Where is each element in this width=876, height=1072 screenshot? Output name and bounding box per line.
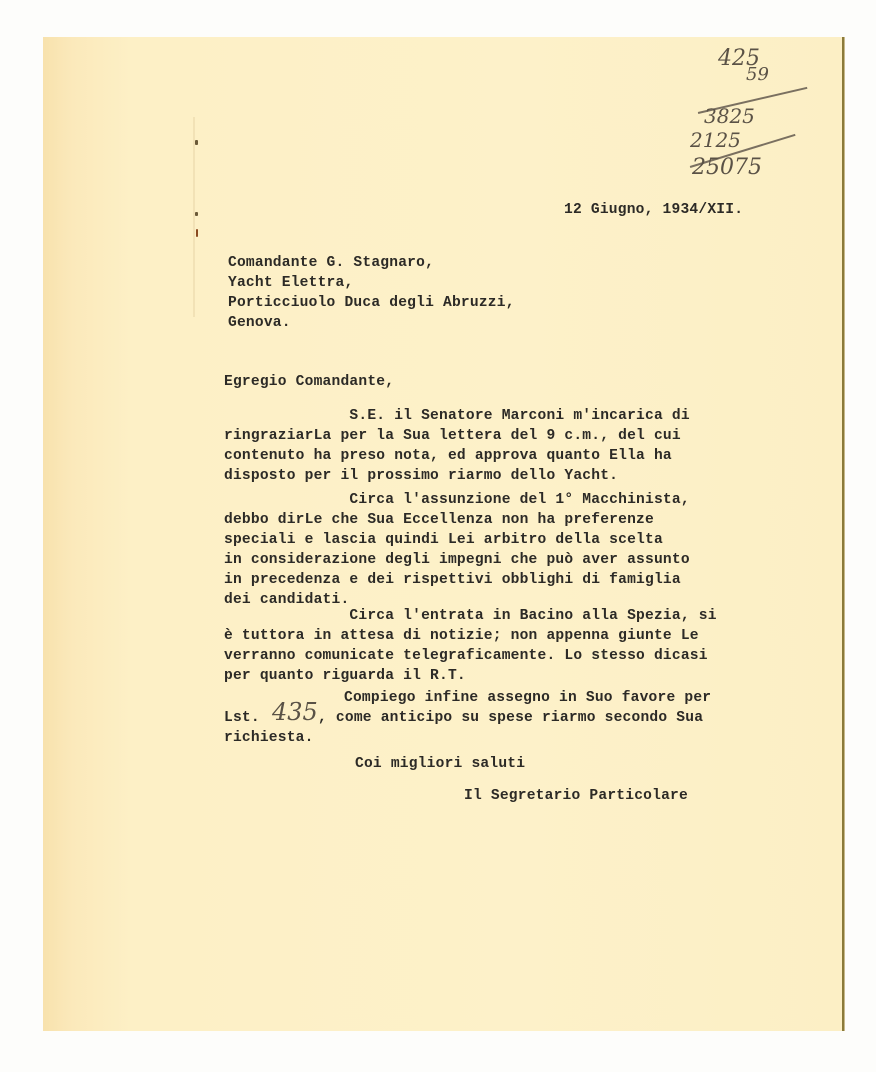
paragraph-line: , come anticipo su spese riarmo secondo Sua bbox=[318, 710, 704, 726]
letter-date: 12 Giugno, 1934/XII. bbox=[564, 202, 744, 218]
paragraph-line: è tuttora in attesa di notizie; non appenna giunte Le bbox=[224, 628, 699, 644]
paragraph-line: Circa l'assunzione del 1° Macchinista, bbox=[224, 492, 690, 508]
paragraph-line: per quanto riguarda il R.T. bbox=[224, 668, 466, 684]
paragraph-line: in considerazione degli impegni che può aver assunto bbox=[224, 552, 690, 568]
paragraph-line: Circa l'entrata in Bacino alla Spezia, si bbox=[224, 608, 717, 624]
signature-title: Il Segretario Particolare bbox=[464, 788, 688, 804]
paragraph-line: dei candidati. bbox=[224, 592, 350, 608]
handwritten-calc-line-5: 25075 bbox=[692, 155, 762, 180]
salutation: Egregio Comandante, bbox=[224, 374, 395, 390]
paragraph-line: ringraziarLa per la Sua lettera del 9 c.m., del cui bbox=[224, 428, 681, 444]
staple-hole-mark bbox=[195, 140, 198, 145]
paragraph-line: speciali e lascia quindi Lei arbitro della scelta bbox=[224, 532, 663, 548]
recipient-line: Yacht Elettra, bbox=[228, 275, 354, 291]
paragraph-line: debbo dirLe che Sua Eccellenza non ha preferenze bbox=[224, 512, 654, 528]
handwritten-calc-line-2: 59 bbox=[746, 64, 769, 85]
paragraph-line: contenuto ha preso nota, ed approva quanto Ella ha bbox=[224, 448, 672, 464]
handwritten-amount: 435 bbox=[272, 698, 318, 726]
recipient-line: Comandante G. Stagnaro, bbox=[228, 255, 435, 271]
paper-crease bbox=[193, 117, 195, 317]
recipient-line: Genova. bbox=[228, 315, 291, 331]
recipient-line: Porticciuolo Duca degli Abruzzi, bbox=[228, 295, 515, 311]
staple-hole-mark bbox=[195, 212, 198, 216]
handwritten-calc-line-1: 425 bbox=[718, 46, 760, 71]
paragraph-line: disposto per il prossimo riarmo dello Yacht. bbox=[224, 468, 619, 484]
closing: Coi migliori saluti bbox=[355, 756, 526, 772]
paragraph-line: S.E. il Senatore Marconi m'incarica di bbox=[224, 408, 690, 424]
paragraph-line: verranno comunicate telegraficamente. Lo stesso dicasi bbox=[224, 648, 708, 664]
paragraph-line: richiesta. bbox=[224, 730, 314, 746]
paragraph-line: in precedenza e dei rispettivi obblighi di famiglia bbox=[224, 572, 681, 588]
paragraph-line: Compiego infine assegno in Suo favore per bbox=[344, 690, 712, 706]
handwritten-calc-line-4: 2125 bbox=[690, 128, 741, 152]
amount-prefix: Lst. bbox=[224, 710, 260, 726]
staple-hole-mark bbox=[196, 229, 198, 237]
handwritten-calc-line-3: 3825 bbox=[704, 104, 755, 128]
